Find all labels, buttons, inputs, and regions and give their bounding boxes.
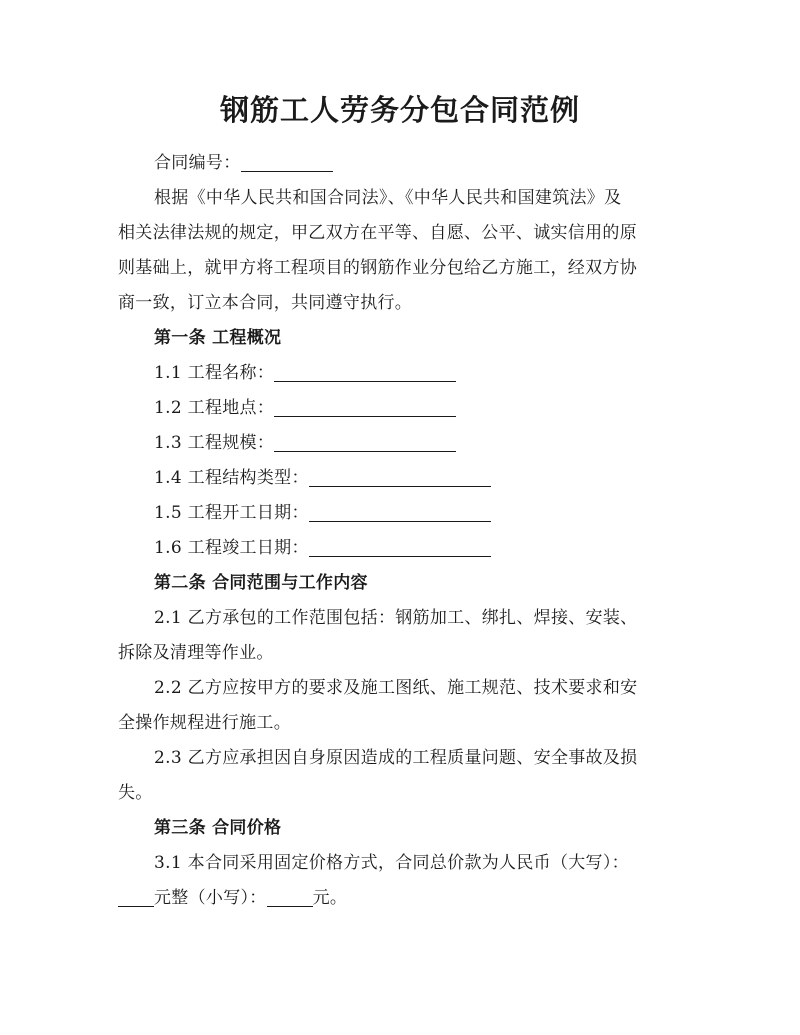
- contract-number-line: [118, 146, 678, 181]
- item-1-4-label: 1.4 工程结构类型：: [154, 468, 309, 488]
- item-1-4-blank: [309, 464, 491, 487]
- article-1-heading: 第一条 工程概况: [154, 328, 282, 348]
- item-1-1-label: 1.1 工程名称：: [154, 363, 275, 383]
- document-body: [118, 146, 678, 916]
- intro-line-1: 根据《中华人民共和国合同法》、《中华人民共和国建筑法》及: [154, 188, 622, 208]
- document-title: 钢筋工人劳务分包合同范例: [219, 93, 580, 127]
- item-1-1-blank: [274, 359, 456, 382]
- item-1-4: [118, 461, 678, 496]
- clause-2-1-line-1: 2.1 乙方承包的工作范围包括：钢筋加工、绑扎、焊接、安装、: [154, 608, 638, 628]
- item-1-3: [118, 426, 678, 461]
- article-2-heading: 第二条 合同范围与工作内容: [154, 573, 368, 593]
- clause-3-1-line-1: 3.1 本合同采用固定价格方式，合同总价款为人民币（大写）：: [154, 853, 629, 873]
- item-1-5-label: 1.5 工程开工日期：: [154, 503, 309, 523]
- intro-line-2: 相关法律法规的规定，甲乙双方在平等、自愿、公平、诚实信用的原: [118, 223, 637, 243]
- item-1-5-blank: [309, 499, 491, 522]
- amount-figures-blank: [267, 884, 313, 907]
- clause-2-2-line-2: 全操作规程进行施工。: [118, 713, 291, 733]
- clause-2-3-line-2: 失。: [118, 783, 153, 803]
- item-1-2: [118, 391, 678, 426]
- amount-words-suffix: 元整（小写）：: [154, 888, 267, 908]
- intro-line-4: 商一致，订立本合同，共同遵守执行。: [118, 293, 413, 313]
- clause-2-1-line-2: 拆除及清理等作业。: [118, 643, 274, 663]
- item-1-6-label: 1.6 工程竣工日期：: [154, 538, 309, 558]
- amount-words-blank: [118, 884, 154, 907]
- item-1-6-blank: [309, 534, 491, 557]
- clause-2-3-line-1: 2.3 乙方应承担因自身原因造成的工程质量问题、安全事故及损: [154, 748, 638, 768]
- amount-figures-suffix: 元。: [312, 888, 348, 908]
- item-1-3-label: 1.3 工程规模：: [154, 433, 275, 453]
- clause-2-2-line-1: 2.2 乙方应按甲方的要求及施工图纸、施工规范、技术要求和安: [154, 678, 638, 698]
- item-1-2-blank: [274, 394, 456, 417]
- intro-line-3: 则基础上，就甲方将工程项目的钢筋作业分包给乙方施工，经双方协: [118, 258, 637, 278]
- article-3-heading: 第三条 合同价格: [154, 818, 282, 838]
- item-1-5: [118, 496, 678, 531]
- item-1-3-blank: [274, 429, 456, 452]
- item-1-6: [118, 531, 678, 566]
- item-1-2-label: 1.2 工程地点：: [154, 398, 275, 418]
- clause-3-1-line-2: [118, 881, 678, 916]
- contract-number-blank: [241, 149, 333, 172]
- contract-number-label: 合同编号：: [154, 153, 241, 173]
- item-1-1: [118, 356, 678, 391]
